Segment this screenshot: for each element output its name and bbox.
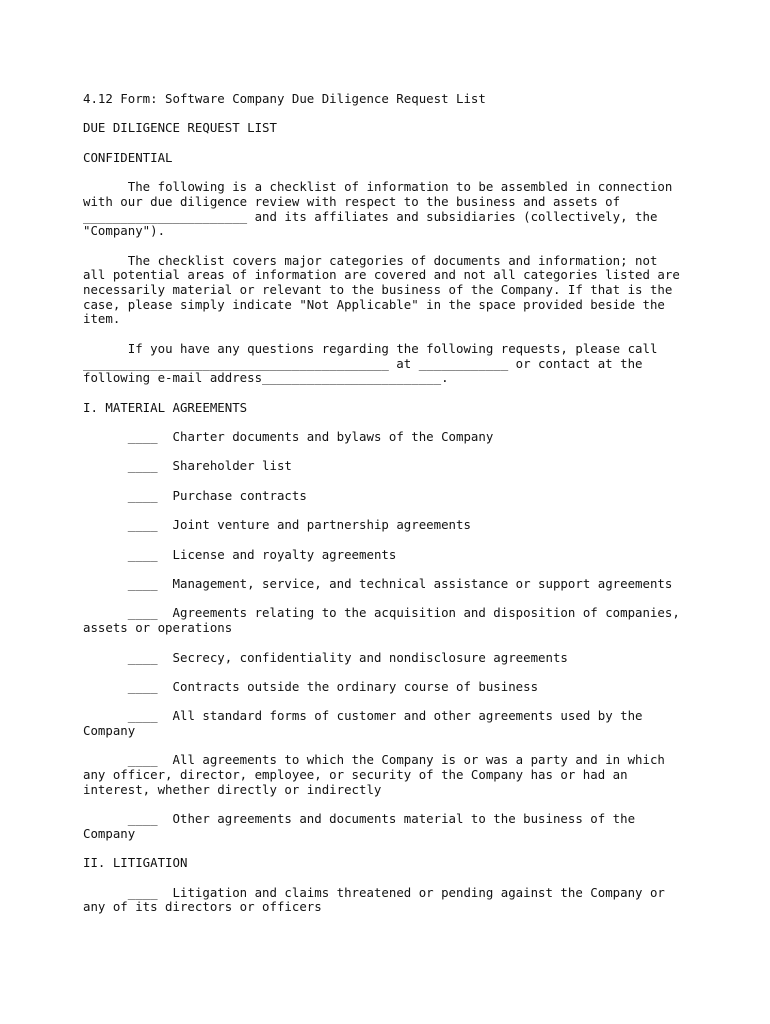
checklist-item: ____ Litigation and claims threatened or pending against the Company or any of its directors or officers: [83, 884, 665, 915]
checklist-item: ____ Secrecy, confidentiality and nondisclosure agreements: [83, 649, 568, 665]
checklist-item: ____ Contracts outside the ordinary course of business: [83, 678, 539, 694]
document-page: [83, 92, 723, 930]
checklist-item: ____ Management, service, and technical assistance or support agreements: [83, 576, 673, 592]
form-title: 4.12 Form: Software Company Due Diligence Request List: [83, 91, 486, 106]
checklist-paragraph: The checklist covers major categories of documents and information; not all potential areas of information are covered and not all categories listed are necessarily material or relevant to the business of the Company. If that is the case, please simply indicate "Not Applicable" in the space provided beside the item.: [83, 252, 680, 327]
checklist-item: ____ Other agreements and documents material to the business of the Company: [83, 811, 636, 841]
checklist-item: ____ Agreements relating to the acquisition and disposition of companies, assets or operations: [83, 605, 680, 636]
checklist-item: ____ Purchase contracts: [83, 487, 307, 503]
checklist-item: ____ All standard forms of customer and other agreements used by the Company: [83, 708, 643, 738]
checklist-item: ____ Shareholder list: [83, 458, 292, 474]
questions-paragraph: If you have any questions regarding the following requests, please call _________________________________________ at ____________ or contact at the following e-mail address________________________.: [83, 340, 658, 386]
section-title-material-agreements: I. MATERIAL AGREEMENTS: [83, 399, 248, 415]
confidential-label: CONFIDENTIAL: [83, 149, 173, 165]
document-heading: DUE DILIGENCE REQUEST LIST: [83, 120, 277, 136]
checklist-item: ____ Joint venture and partnership agreements: [83, 517, 471, 533]
section-title-litigation: II. LITIGATION: [83, 855, 188, 871]
checklist-item: ____ Charter documents and bylaws of the Company: [83, 429, 494, 445]
checklist-item: ____ All agreements to which the Company is or was a party and in which any officer, director, employee, or security of the Company has or had an interest, whether directly or indirectly: [83, 752, 665, 797]
intro-paragraph: The following is a checklist of information to be assembled in connection with our due diligence review with respect to the business and assets of ______________________ and its affiliates and subsidiaries (collectively, the "Company").: [83, 179, 673, 239]
checklist-item: ____ License and royalty agreements: [83, 546, 397, 562]
